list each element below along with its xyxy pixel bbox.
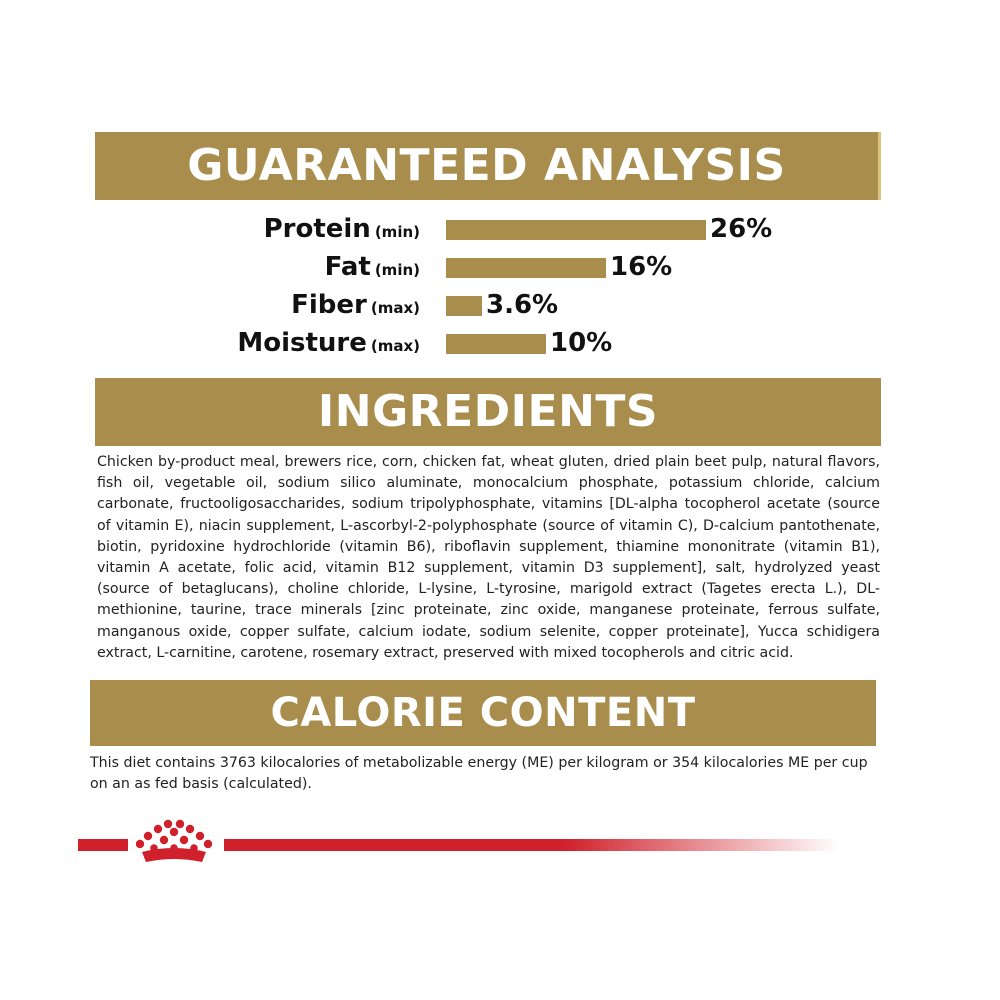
nutrient-qualifier: (max) — [370, 299, 420, 317]
analysis-value: 16% — [610, 252, 673, 282]
ingredients-text: Chicken by-product meal, brewers rice, corn, chicken fat, wheat gluten, dried plain beet pulp, natural flavors, fish oil, vegetable oil, sodium silico aluminate, monocalcium phosphate, potassium chloride, calcium carbonate, fructooligosaccharides, sodium tripolyphosphate, vitamins [DL-alpha tocopherol acetate (source of vitamin E), niacin supplement, L-ascorbyl-2-polyphosphate (source of vitamin C), D-calcium pantothenate, biotin, pyridoxine hydrochloride (vitamin B6), riboflavin supplement, thiamine mononitrate (vitamin B1), vitamin A acetate, folic acid, vitamin B12 supplement, vitamin D3 supplement], salt, hydrolyzed yeast (source of betaglucans), choline chloride, L-lysine, L-tyrosine, marigold extract (Tagetes erecta L.), DL-methionine, taurine, trace minerals [zinc proteinate, zinc oxide, manganese proteinate, ferrous sulfate, manganous oxide, copper sulfate, calcium iodate, sodium selenite, copper proteinate], Yucca schidigera extract, L-carnitine, carotene, rosemary extract, preserved with mixed tocopherols and citric acid. — [97, 454, 880, 661]
analysis-bar — [446, 296, 482, 316]
nutrient-name: Fat — [324, 252, 371, 282]
analysis-label — [0, 328, 420, 358]
analysis-row — [0, 290, 1000, 320]
calorie-content-text: This diet contains 3763 kilocalories of metabolizable energy (ME) per kilogram or 354 kilocalories ME per cup on an as fed basis (calculated). — [90, 755, 868, 792]
analysis-row — [0, 328, 1000, 358]
analysis-value: 26% — [710, 214, 773, 244]
calorie-content-header — [90, 680, 876, 746]
brand-rule-left — [78, 839, 128, 851]
ingredients-title: INGREDIENTS — [317, 386, 659, 437]
analysis-value: 3.6% — [486, 290, 559, 320]
analysis-bar — [446, 220, 706, 240]
analysis-label-text — [325, 252, 420, 282]
brand-rule-right — [224, 839, 840, 851]
guaranteed-analysis-title: GUARANTEED ANALYSIS — [187, 140, 786, 191]
analysis-bar — [446, 258, 606, 278]
nutrient-qualifier: (max) — [370, 337, 420, 355]
nutrient-name: Protein — [263, 214, 371, 244]
analysis-row — [0, 214, 1000, 244]
analysis-bar — [446, 334, 546, 354]
nutrient-qualifier: (min) — [374, 223, 420, 241]
nutrient-name: Moisture — [237, 328, 367, 358]
analysis-label-text — [264, 214, 420, 244]
nutrient-name: Fiber — [291, 290, 367, 320]
ingredients-header — [95, 378, 881, 446]
calorie-content-title: CALORIE CONTENT — [270, 690, 696, 736]
nutrient-qualifier: (min) — [374, 261, 420, 279]
analysis-row — [0, 252, 1000, 282]
analysis-label — [0, 290, 420, 320]
analysis-label — [0, 214, 420, 244]
analysis-label-text — [291, 290, 420, 320]
guaranteed-analysis-header — [95, 132, 881, 200]
crown-icon — [136, 818, 216, 866]
analysis-label — [0, 252, 420, 282]
analysis-label-text — [237, 328, 420, 358]
analysis-value: 10% — [550, 328, 613, 358]
